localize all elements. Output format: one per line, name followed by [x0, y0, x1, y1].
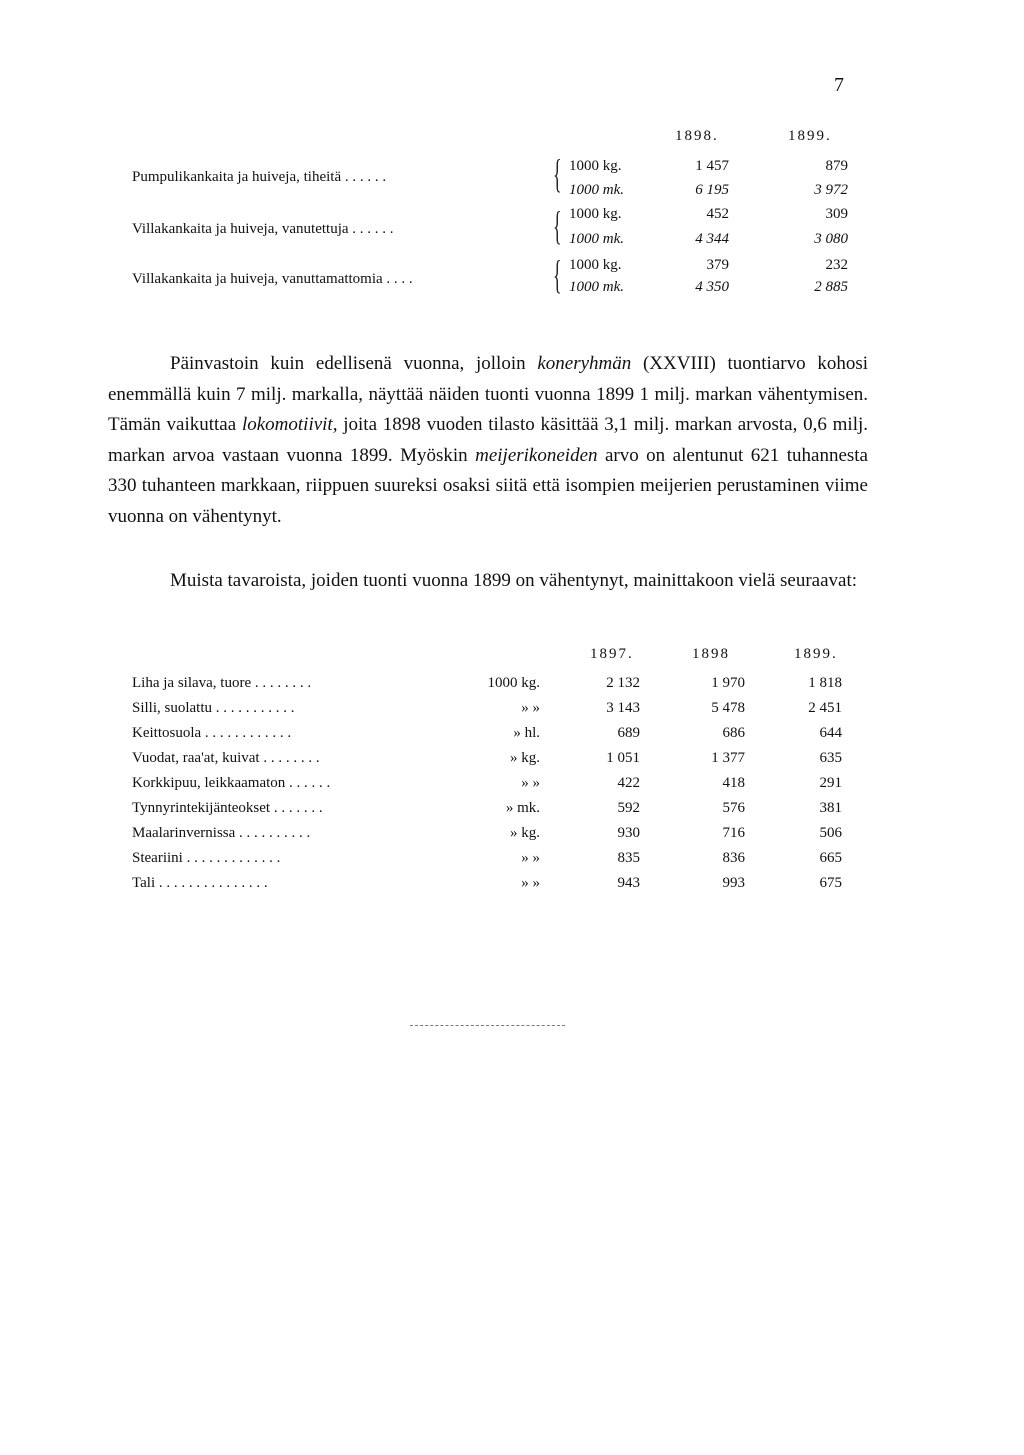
value-cell: 635 — [819, 750, 842, 766]
text-run: Päinvastoin kuin edellisenä vuonna, jolloin — [170, 353, 538, 374]
row-unit: » » — [521, 875, 540, 891]
text-run: joita 1898 vuoden tilasto käsittää 3,1 milj. markan arvosta, 0,6 milj. markan arvoa vastaan vuonna 1899. Myöskin — [108, 414, 869, 466]
value-cell: 2 451 — [808, 700, 842, 716]
row-unit: » kg. — [510, 825, 540, 841]
value-cell: 4 350 — [695, 279, 729, 295]
brace-icon: { — [553, 151, 562, 196]
brace-icon: { — [553, 252, 562, 297]
page-number: 7 — [834, 74, 844, 96]
unit-mk: 1000 mk. — [569, 279, 624, 295]
row-label: Villakankaita ja huiveja, vanutettuja . . . . . . — [132, 221, 394, 237]
year-header: 1897. — [590, 646, 634, 662]
value-cell: 3 080 — [814, 231, 848, 247]
value-cell: 418 — [722, 775, 745, 791]
value-cell: 1 457 — [695, 158, 729, 174]
brace-icon: { — [553, 203, 562, 248]
value-cell: 879 — [825, 158, 848, 174]
year-header: 1898 — [692, 646, 730, 662]
text-run: arvo on alentunut 621 tuhannesta 330 tuhanteen markkaan, riippuen suureksi osaksi siitä että isompien meijerien perustaminen viime vuonna on vähentynyt. — [108, 444, 868, 527]
emphasis-text: lokomotiivit, — [241, 414, 338, 436]
value-cell: 2 132 — [606, 675, 640, 691]
value-cell: 309 — [825, 206, 848, 222]
value-cell: 576 — [722, 800, 745, 816]
row-unit: » mk. — [505, 800, 540, 816]
row-label: Steariini . . . . . . . . . . . . . — [132, 850, 281, 866]
row-label: Vuodat, raa'at, kuivat . . . . . . . . — [132, 750, 320, 766]
row-unit: » hl. — [513, 725, 540, 741]
text-run: (XXVIII) tuontiarvo kohosi enemmällä kuin 7 milj. markalla, näyttää näiden tuonti vuonna 1899 1 milj. markan vähentymisen. Tämän vaikuttaa — [108, 353, 868, 436]
row-unit: 1000 kg. — [487, 675, 540, 691]
row-label: Silli, suolattu . . . . . . . . . . . — [132, 700, 295, 716]
year-header: 1899. — [794, 646, 838, 662]
section-divider — [410, 1025, 565, 1026]
row-label: Tynnyrintekijänteokset . . . . . . . — [132, 800, 323, 816]
value-cell: 381 — [819, 800, 842, 816]
value-cell: 506 — [819, 825, 842, 841]
value-cell: 993 — [722, 875, 745, 891]
value-cell: 1 377 — [711, 750, 745, 766]
value-cell: 943 — [617, 875, 640, 891]
value-cell: 1 970 — [711, 675, 745, 691]
row-unit: » » — [521, 775, 540, 791]
value-cell: 835 — [617, 850, 640, 866]
value-cell: 665 — [819, 850, 842, 866]
value-cell: 422 — [617, 775, 640, 791]
value-cell: 4 344 — [695, 231, 729, 247]
row-label: Keittosuola . . . . . . . . . . . . — [132, 725, 292, 741]
value-cell: 5 478 — [711, 700, 745, 716]
emphasis-text: meijerikoneiden — [475, 444, 598, 466]
value-cell: 930 — [617, 825, 640, 841]
row-label: Liha ja silava, tuore . . . . . . . . — [132, 675, 312, 691]
row-label: Villakankaita ja huiveja, vanuttamattomia . . . . — [132, 271, 413, 287]
value-cell: 232 — [825, 257, 848, 273]
emphasis-text: koneryhmän — [537, 353, 632, 374]
value-cell: 686 — [722, 725, 745, 741]
row-label: Korkkipuu, leikkaamaton . . . . . . — [132, 775, 331, 791]
value-cell: 836 — [722, 850, 745, 866]
unit-mk: 1000 mk. — [569, 231, 624, 247]
value-cell: 689 — [617, 725, 640, 741]
unit-kg: 1000 kg. — [569, 158, 622, 174]
value-cell: 3 143 — [606, 700, 640, 716]
unit-mk: 1000 mk. — [569, 182, 624, 198]
body-paragraph — [108, 349, 868, 533]
row-label: Pumpulikankaita ja huiveja, tiheitä . . . . . . — [132, 169, 387, 185]
value-cell: 675 — [819, 875, 842, 891]
year-header: 1898. — [675, 128, 719, 144]
row-label: Tali . . . . . . . . . . . . . . . — [132, 875, 268, 891]
body-paragraph: Muista tavaroista, joiden tuonti vuonna 1899 on vähentynyt, mainittakoon vielä seuraavat: — [170, 570, 858, 591]
value-cell: 2 885 — [814, 279, 848, 295]
value-cell: 452 — [706, 206, 729, 222]
value-cell: 6 195 — [695, 182, 729, 198]
value-cell: 291 — [819, 775, 842, 791]
value-cell: 644 — [819, 725, 842, 741]
value-cell: 1 818 — [808, 675, 842, 691]
row-unit: » kg. — [510, 750, 540, 766]
unit-kg: 1000 kg. — [569, 206, 622, 222]
value-cell: 379 — [706, 257, 729, 273]
row-unit: » » — [521, 850, 540, 866]
value-cell: 3 972 — [814, 182, 848, 198]
value-cell: 716 — [722, 825, 745, 841]
unit-kg: 1000 kg. — [569, 257, 622, 273]
value-cell: 1 051 — [606, 750, 640, 766]
row-unit: » » — [521, 700, 540, 716]
value-cell: 592 — [617, 800, 640, 816]
year-header: 1899. — [788, 128, 832, 144]
row-label: Maalarinvernissa . . . . . . . . . . — [132, 825, 311, 841]
